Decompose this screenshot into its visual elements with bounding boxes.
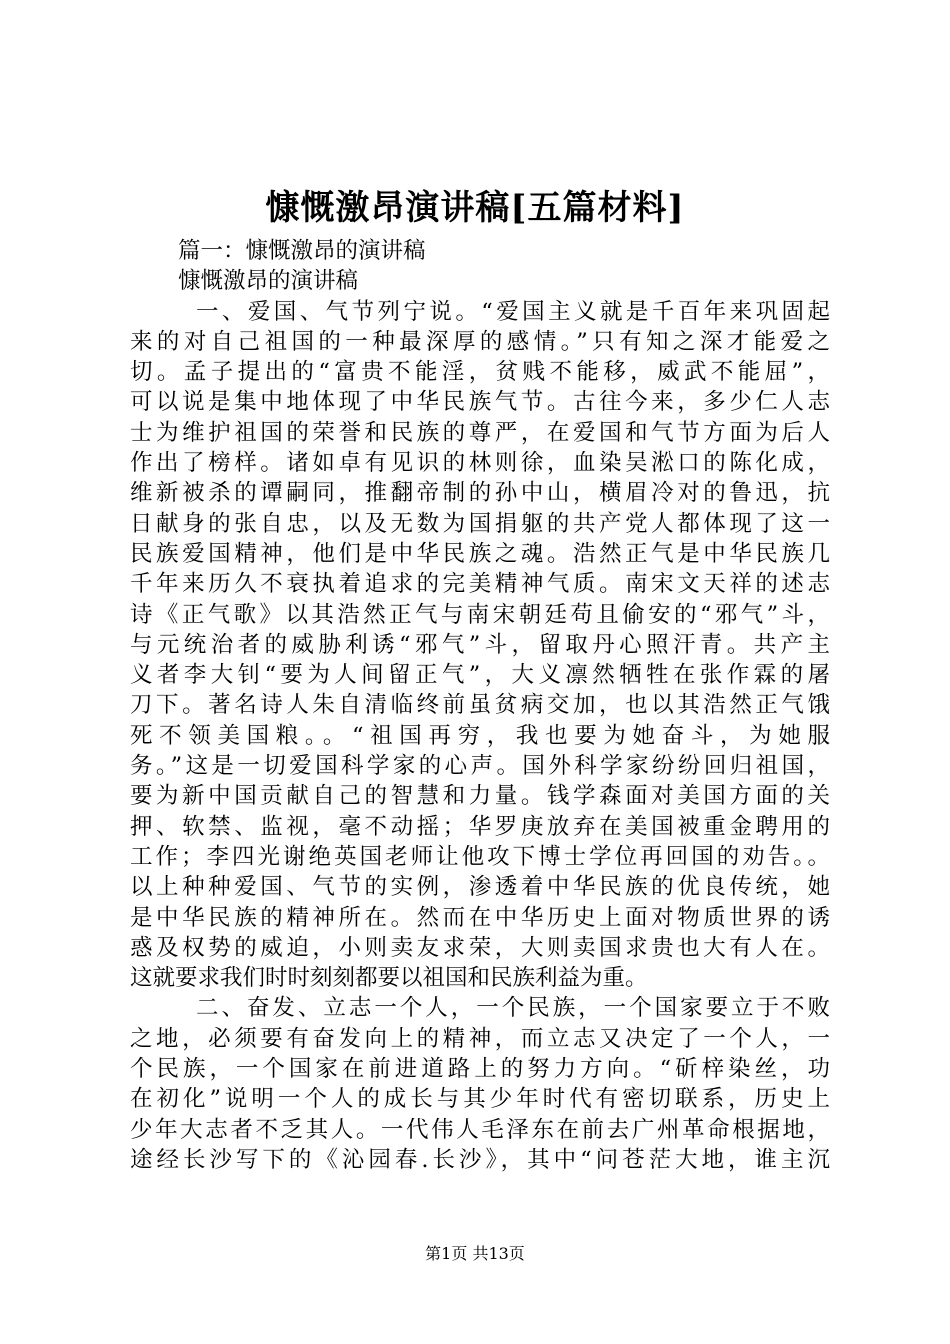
- document-body: [130, 236, 830, 1175]
- paragraph-line: 日献身的张自忠，以及无数为国捐躯的共产党人都体现了这一: [130, 510, 830, 537]
- paragraph-line: 作出了榜样。诸如卓有见识的林则徐，血染吴淞口的陈化成，: [130, 450, 830, 477]
- paragraph-line: 维新被杀的谭嗣同，推翻帝制的孙中山，横眉冷对的鲁迅，抗: [130, 480, 830, 507]
- paragraph-line: 义者李大钊“要为人间留正气”，大义凛然牺牲在张作霖的屠: [130, 662, 830, 689]
- paragraph-line: 途经长沙写下的《沁园春.长沙》，其中“问苍茫大地，谁主沉: [130, 1146, 830, 1173]
- paragraph-line: 死不领美国粮。。“祖国再穷，我也要为她奋斗，为她服: [130, 722, 830, 749]
- paragraph-line: 是中华民族的精神所在。然而在中华历史上面对物质世界的诱: [130, 904, 830, 931]
- paragraph-line: 二、奋发、立志一个人，一个民族，一个国家要立于不败: [196, 995, 830, 1022]
- section-heading: 篇一：慷慨激昂的演讲稿: [178, 238, 426, 264]
- paragraph-line: 要为新中国贡献自己的智慧和力量。钱学森面对美国方面的关: [130, 783, 830, 810]
- document-title: 慷慨激昂演讲稿[五篇材料]: [265, 188, 685, 228]
- paragraph-line: 切。孟子提出的“富贵不能淫，贫贱不能移，威武不能屈”，: [130, 359, 830, 386]
- paragraph-line: 士为维护祖国的荣誉和民族的尊严，在爱国和气节方面为后人: [130, 419, 830, 446]
- paragraph-line: 诗《正气歌》以其浩然正气与南宋朝廷苟且偷安的“邪气”斗，: [130, 601, 830, 628]
- paragraph-line: 这就要求我们时时刻刻都要以祖国和民族利益为重。: [130, 965, 648, 992]
- paragraph-line: 以上种种爱国、气节的实例，渗透着中华民族的优良传统，她: [130, 874, 830, 901]
- paragraph-line: 之地，必须要有奋发向上的精神，而立志又决定了一个人，一: [130, 1025, 830, 1052]
- paragraph-line: 民族爱国精神，他们是中华民族之魂。浩然正气是中华民族几: [130, 540, 830, 567]
- paragraph-line: 一、爱国、气节列宁说。“爱国主义就是千百年来巩固起: [196, 298, 830, 325]
- paragraph-line: 与元统治者的威胁利诱“邪气”斗，留取丹心照汗青。共产主: [130, 631, 830, 658]
- paragraph-line: 务。”这是一切爱国科学家的心声。国外科学家纷纷回归祖国，: [130, 753, 830, 780]
- paragraph-line: 千年来历久不衰执着追求的完美精神气质。南宋文天祥的述志: [130, 571, 830, 598]
- paragraph-line: 可以说是集中地体现了中华民族气节。古往今来，多少仁人志: [130, 389, 830, 416]
- paragraph-line: 来的对自己祖国的一种最深厚的感情。”只有知之深才能爱之: [130, 328, 830, 355]
- paragraph-line: 个民族，一个国家在前进道路上的努力方向。“斫梓染丝，功: [130, 1056, 830, 1083]
- paragraph-line: 工作；李四光谢绝英国老师让他攻下博士学位再回国的劝告。。: [130, 843, 830, 870]
- paragraph-line: 惑及权势的威迫，小则卖友求荣，大则卖国求贵也大有人在。: [130, 934, 830, 961]
- paragraph-line: 少年大志者不乏其人。一代伟人毛泽东在前去广州革命根据地，: [130, 1116, 830, 1143]
- subsection-heading: 慷慨激昂的演讲稿: [178, 268, 359, 295]
- page-number: 第1页 共13页: [425, 1244, 525, 1263]
- paragraph-line: 刀下。著名诗人朱自清临终前虽贫病交加，也以其浩然正气饿: [130, 692, 830, 719]
- paragraph-line: 押、软禁、监视，毫不动摇；华罗庚放弃在美国被重金聘用的: [130, 813, 830, 840]
- paragraph-line: 在初化”说明一个人的成长与其少年时代有密切联系，历史上: [130, 1086, 830, 1113]
